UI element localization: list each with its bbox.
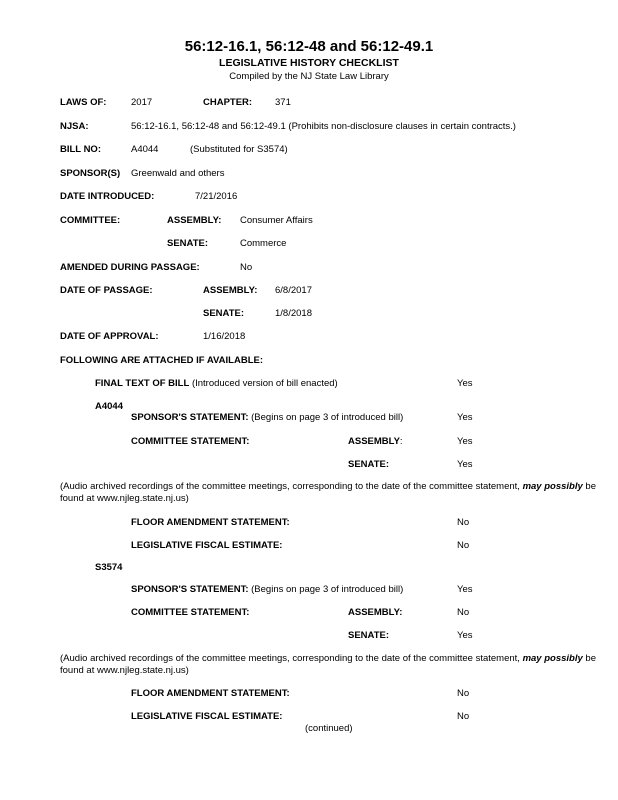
final-text-label: FINAL TEXT OF BILL (95, 378, 190, 389)
s3574-floor-value: No (457, 688, 470, 699)
s3574-audio-post: be found at www.njleg.state.nj.us) (60, 653, 596, 676)
a4044-assembly-value: Yes (457, 436, 473, 447)
a4044-fiscal-value: No (457, 540, 470, 551)
a4044-bill-label: A4044 (95, 401, 123, 412)
bill-no-value: A4044 (131, 144, 159, 155)
committee-senate-value: Commerce (240, 238, 287, 249)
s3574-sponsor-row (131, 584, 403, 595)
committee-assembly-value: Consumer Affairs (240, 215, 313, 226)
chapter-label: CHAPTER: (203, 97, 253, 108)
attached-label: FOLLOWING ARE ATTACHED IF AVAILABLE: (60, 355, 263, 366)
passage-assembly-value: 6/8/2017 (275, 285, 312, 296)
a4044-floor-value: No (457, 517, 470, 528)
a4044-assembly-label: ASSEMBLY (348, 436, 400, 447)
passage-label: DATE OF PASSAGE: (60, 285, 153, 296)
a4044-fiscal-label: LEGISLATIVE FISCAL ESTIMATE: (131, 540, 283, 551)
page-subtitle: LEGISLATIVE HISTORY CHECKLIST (219, 57, 399, 69)
s3574-audio-note (60, 653, 606, 677)
continued-note: (continued) (305, 723, 353, 734)
a4044-assembly-colon: : (399, 436, 403, 447)
njsa-value: 56:12-16.1, 56:12-48 and 56:12-49.1 (Prohibits non-disclosure clauses in certain contracts.) (131, 121, 516, 132)
bill-no-note: (Substituted for S3574) (190, 144, 288, 155)
a4044-floor-label: FLOOR AMENDMENT STATEMENT: (131, 517, 290, 528)
s3574-bill-label: S3574 (95, 562, 123, 573)
a4044-sponsor-note: (Begins on page 3 of introduced bill) (251, 412, 404, 423)
page-title: 56:12-16.1, 56:12-48 and 56:12-49.1 (184, 38, 434, 55)
s3574-fiscal-value: No (457, 711, 470, 722)
final-text-note: (Introduced version of bill enacted) (191, 378, 338, 389)
a4044-sponsor-value: Yes (457, 412, 473, 423)
njsa-label: NJSA: (60, 121, 89, 132)
compiled-by: Compiled by the NJ State Law Library (229, 71, 389, 82)
a4044-assembly-row (348, 436, 403, 447)
committee-label: COMMITTEE: (60, 215, 121, 226)
date-introduced-value: 7/21/2016 (195, 191, 238, 202)
bill-no-label: BILL NO: (60, 144, 101, 155)
final-text-row (95, 378, 338, 389)
a4044-senate-label: SENATE: (348, 459, 389, 470)
passage-assembly-label: ASSEMBLY: (203, 285, 258, 296)
s3574-assembly-label: ASSEMBLY: (348, 607, 403, 618)
laws-of-value: 2017 (131, 97, 153, 108)
final-text-value: Yes (457, 378, 473, 389)
s3574-senate-label: SENATE: (348, 630, 389, 641)
a4044-audio-pre: (Audio archived recordings of the committee meetings, corresponding to the date of the committee statement, (60, 481, 523, 492)
a4044-audio-post: be found at www.njleg.state.nj.us) (60, 481, 596, 504)
passage-senate-value: 1/8/2018 (275, 308, 312, 319)
a4044-audio-emphasis: may possibly (522, 481, 583, 492)
s3574-fiscal-label: LEGISLATIVE FISCAL ESTIMATE: (131, 711, 283, 722)
s3574-sponsor-label: SPONSOR'S STATEMENT: (131, 584, 249, 595)
sponsors-label: SPONSOR(S) (60, 168, 121, 179)
amended-label: AMENDED DURING PASSAGE: (60, 262, 200, 273)
s3574-senate-value: Yes (457, 630, 473, 641)
approval-value: 1/16/2018 (203, 331, 246, 342)
s3574-floor-label: FLOOR AMENDMENT STATEMENT: (131, 688, 290, 699)
a4044-sponsor-row (131, 412, 403, 423)
s3574-audio-pre: (Audio archived recordings of the committee meetings, corresponding to the date of the committee statement, (60, 653, 523, 664)
a4044-audio-note (60, 481, 606, 505)
s3574-audio-emphasis: may possibly (522, 653, 583, 664)
a4044-sponsor-label: SPONSOR'S STATEMENT: (131, 412, 249, 423)
approval-label: DATE OF APPROVAL: (60, 331, 159, 342)
a4044-committee-label: COMMITTEE STATEMENT: (131, 436, 250, 447)
committee-assembly-label: ASSEMBLY: (167, 215, 222, 226)
committee-senate-label: SENATE: (167, 238, 208, 249)
laws-of-label: LAWS OF: (60, 97, 107, 108)
chapter-value: 371 (275, 97, 291, 108)
s3574-sponsor-note: (Begins on page 3 of introduced bill) (251, 584, 404, 595)
s3574-committee-label: COMMITTEE STATEMENT: (131, 607, 250, 618)
date-introduced-label: DATE INTRODUCED: (60, 191, 155, 202)
passage-senate-label: SENATE: (203, 308, 244, 319)
s3574-assembly-value: No (457, 607, 470, 618)
amended-value: No (240, 262, 253, 273)
sponsors-value: Greenwald and others (131, 168, 225, 179)
a4044-senate-value: Yes (457, 459, 473, 470)
s3574-sponsor-value: Yes (457, 584, 473, 595)
